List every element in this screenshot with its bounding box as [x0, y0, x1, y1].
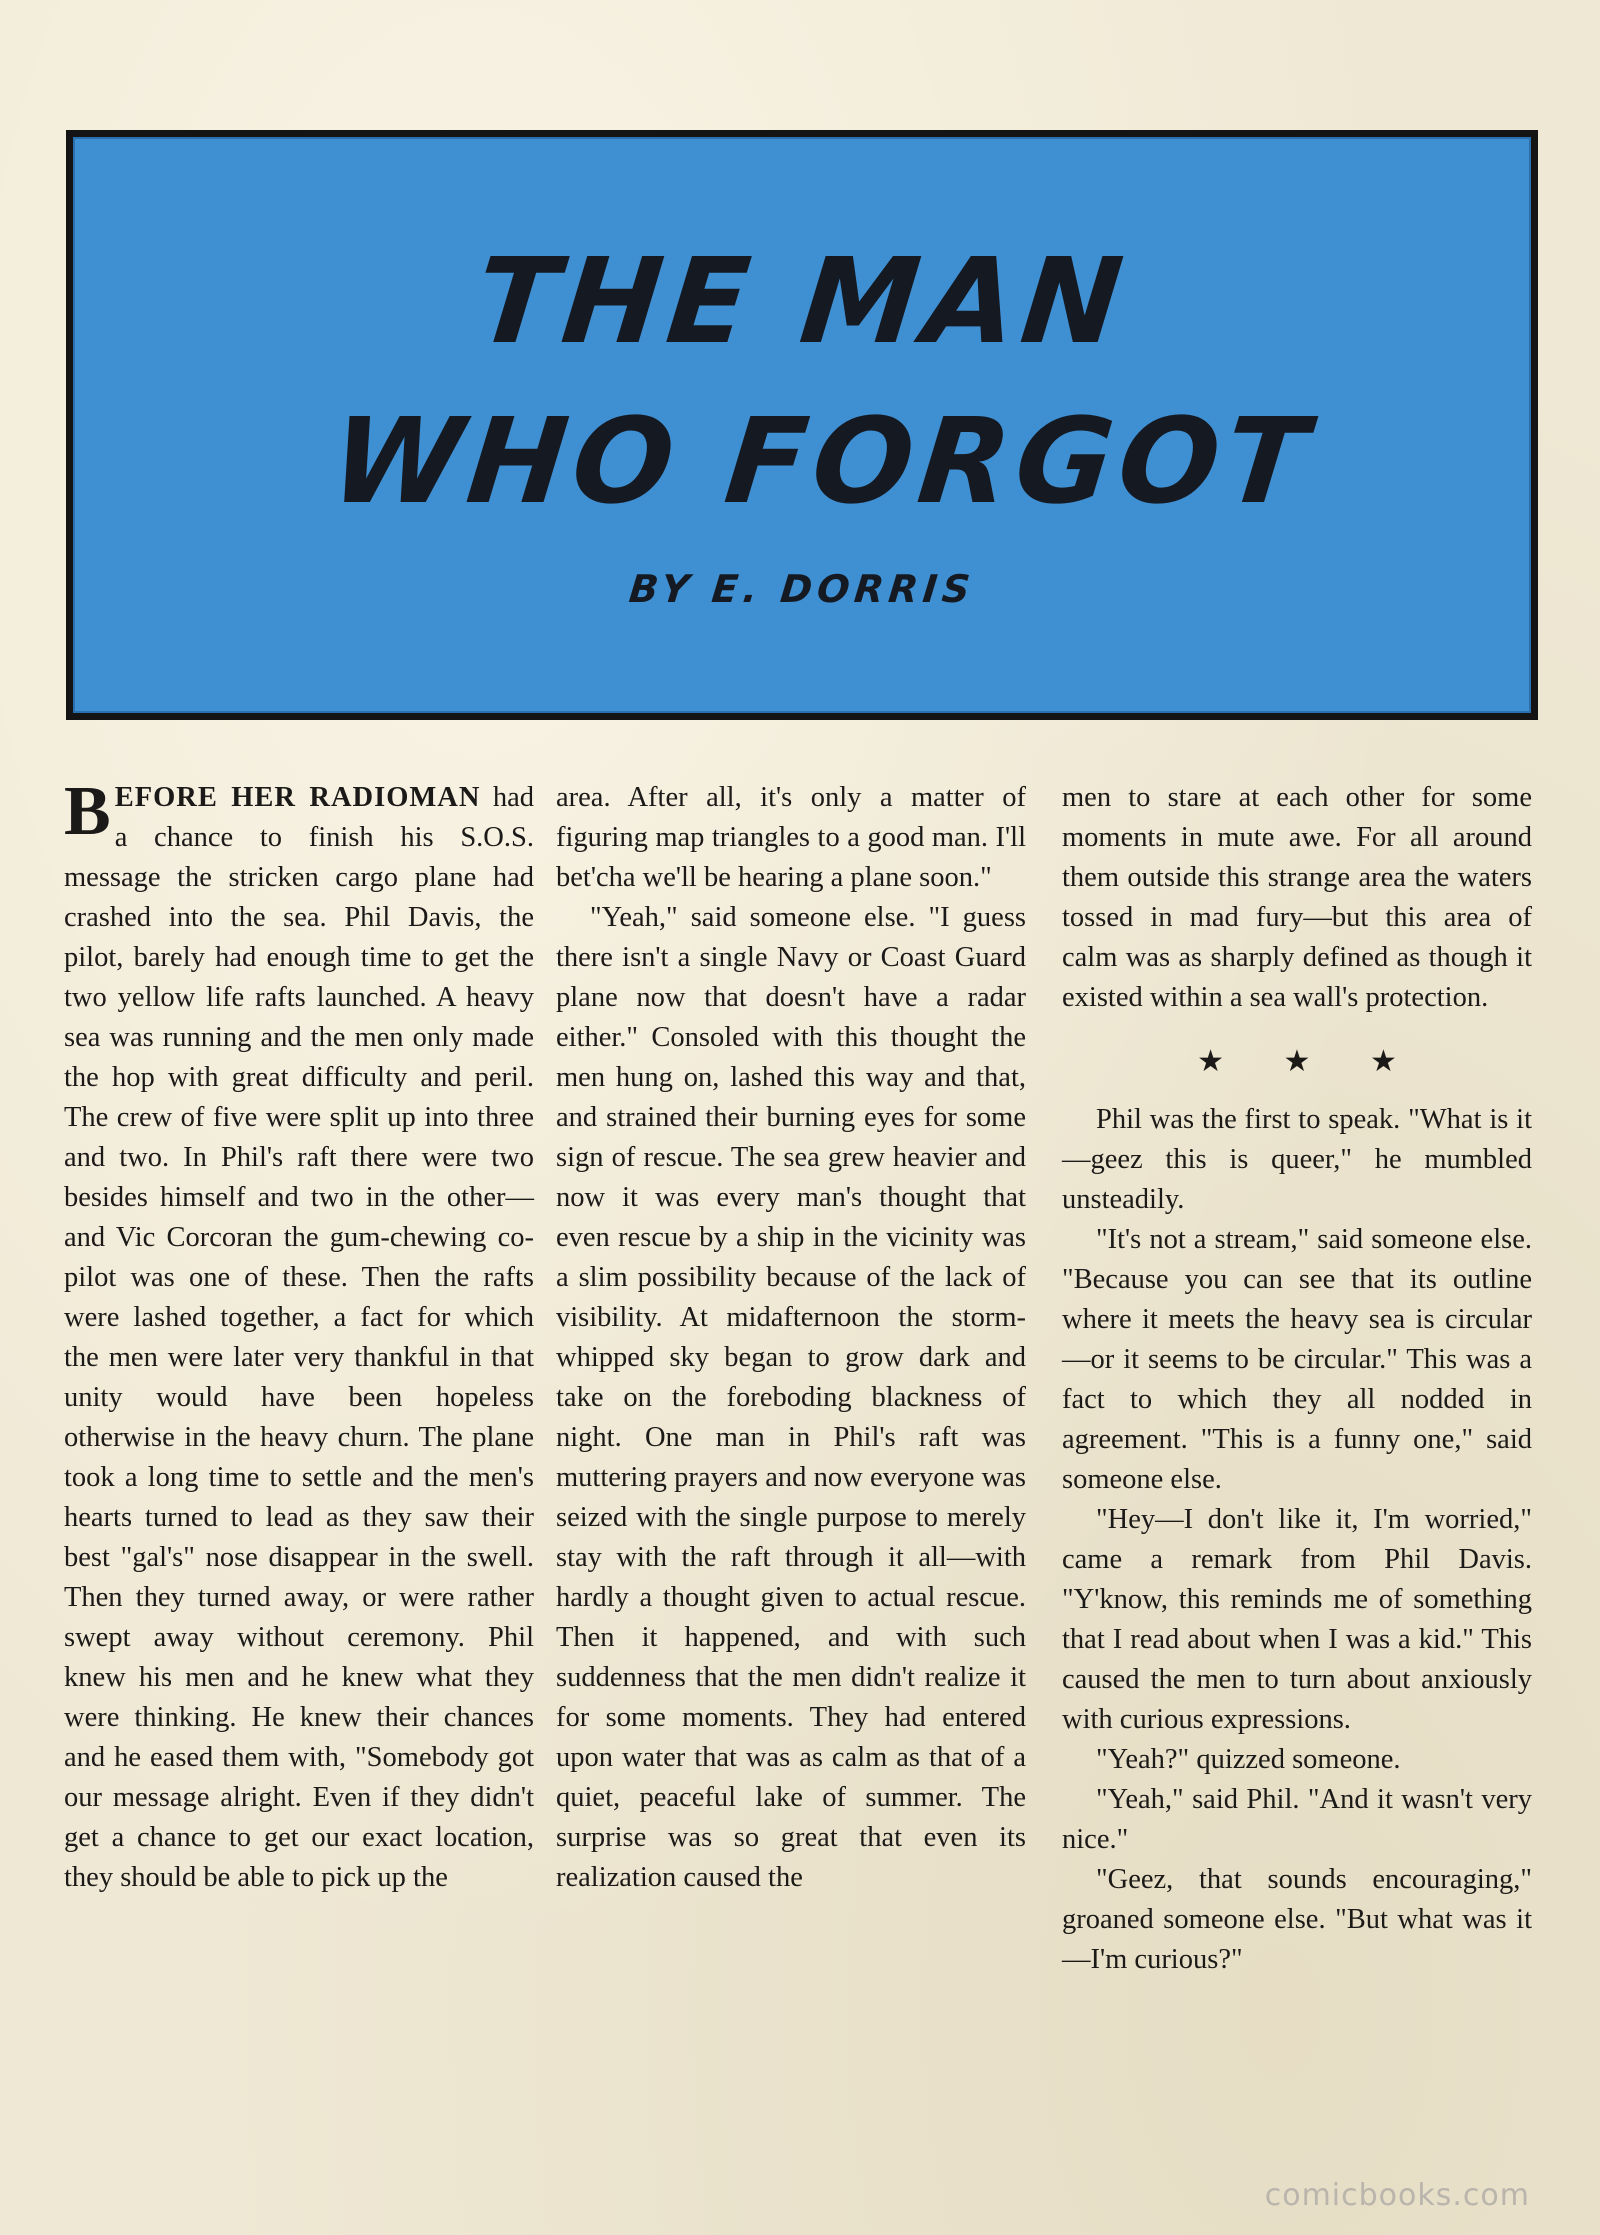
- watermark: comicbooks.com: [1264, 2178, 1530, 2213]
- paragraph: "Yeah," said someone else. "I guess there isn't a single Navy or Coast Guard plane now that doesn't have a radar either." Consoled with this thought the men hung on, lashed this way and that, and strained their burning eyes for some sign of rescue. The sea grew heavier and now it was every man's thought that even rescue by a ship in the vicinity was a slim possibility because of the lack of visibility. At midafternoon the storm-whipped sky began to grow dark and take on the foreboding blackness of night. One man in Phil's raft was muttering prayers and now everyone was seized with the single purpose to merely stay with the raft through it all—with hardly a thought given to actual rescue. Then it happened, and with such suddenness that the men didn't realize it for some moments. They had entered upon water that was as calm as that of a quiet, peaceful lake of summer. The surprise was so great that even its realization caused the: [556, 902, 1026, 1893]
- paragraph: "Yeah?" quizzed someone.: [1096, 1744, 1401, 1775]
- title-line-2: WHO FORGOT: [324, 392, 1320, 530]
- paragraph: "Hey—I don't like it, I'm worried," came a remark from Phil Davis. "Y'know, this reminds me of something that I read about when I was a kid." This caused the men to turn about anxiously with curious expressions.: [1062, 1504, 1532, 1735]
- paragraph: [64, 773, 534, 1898]
- byline: BY E. DORRIS: [627, 567, 977, 611]
- paragraph-text: had a chance to finish his S.O.S. message the stricken cargo plane had crashed into the sea. Phil Davis, the pilot, barely had enough time to get the two yellow life rafts launched. A heavy sea was running and the men only made the hop with great difficulty and peril. The crew of five were split up into three and two. In Phil's raft there were two besides himself and two in the other—and Vic Corcoran the gum-chewing co-pilot was one of these. Then the rafts were lashed together, a fact for which the men were later very thankful in that unity would have been hopeless otherwise in the heavy churn. The plane took a long time to settle and the men's hearts turned to lead as they saw their best "gal's" nose disappear in the swell. Then they turned away, or were rather swept away without ceremony. Phil knew his men and he knew what they were thinking. He knew their chances and he eased them with, "Somebody got our message alright. Even if they didn't get a chance to get our exact location, they should be able to pick up the: [64, 782, 534, 1893]
- text-column-1: [64, 773, 534, 1898]
- paragraph: men to stare at each other for some moments in mute awe. For all around them outside this strange area the waters tossed in mad fury—but this area of calm was as sharply defined as though it existed within a sea wall's protection.: [1062, 782, 1532, 1013]
- lead-in: EFORE HER RADIOMAN: [114, 782, 481, 813]
- text-column-2: [556, 778, 1026, 1898]
- title-box: [66, 130, 1538, 720]
- drop-cap: B: [64, 773, 111, 850]
- title-line-1: THE MAN: [469, 232, 1135, 370]
- paragraph: "Yeah," said Phil. "And it wasn't very nice.": [1062, 1784, 1532, 1855]
- section-break-stars: ★ ★ ★: [1197, 1045, 1423, 1078]
- text-column-3: [1062, 778, 1532, 1980]
- paragraph: "Geez, that sounds encouraging," groaned someone else. "But what was it—I'm curious?": [1062, 1864, 1532, 1975]
- paragraph: "It's not a stream," said someone else. "Because you can see that its outline where it meets the heavy sea is circular—or it seems to be circular." This was a fact to which they all nodded in agreement. "This is a funny one," said someone else.: [1062, 1224, 1532, 1495]
- paragraph: area. After all, it's only a matter of figuring map triangles to a good man. I'll bet'cha we'll be hearing a plane soon.": [556, 782, 1026, 893]
- paragraph: Phil was the first to speak. "What is it—geez this is queer," he mumbled unsteadily.: [1062, 1104, 1532, 1215]
